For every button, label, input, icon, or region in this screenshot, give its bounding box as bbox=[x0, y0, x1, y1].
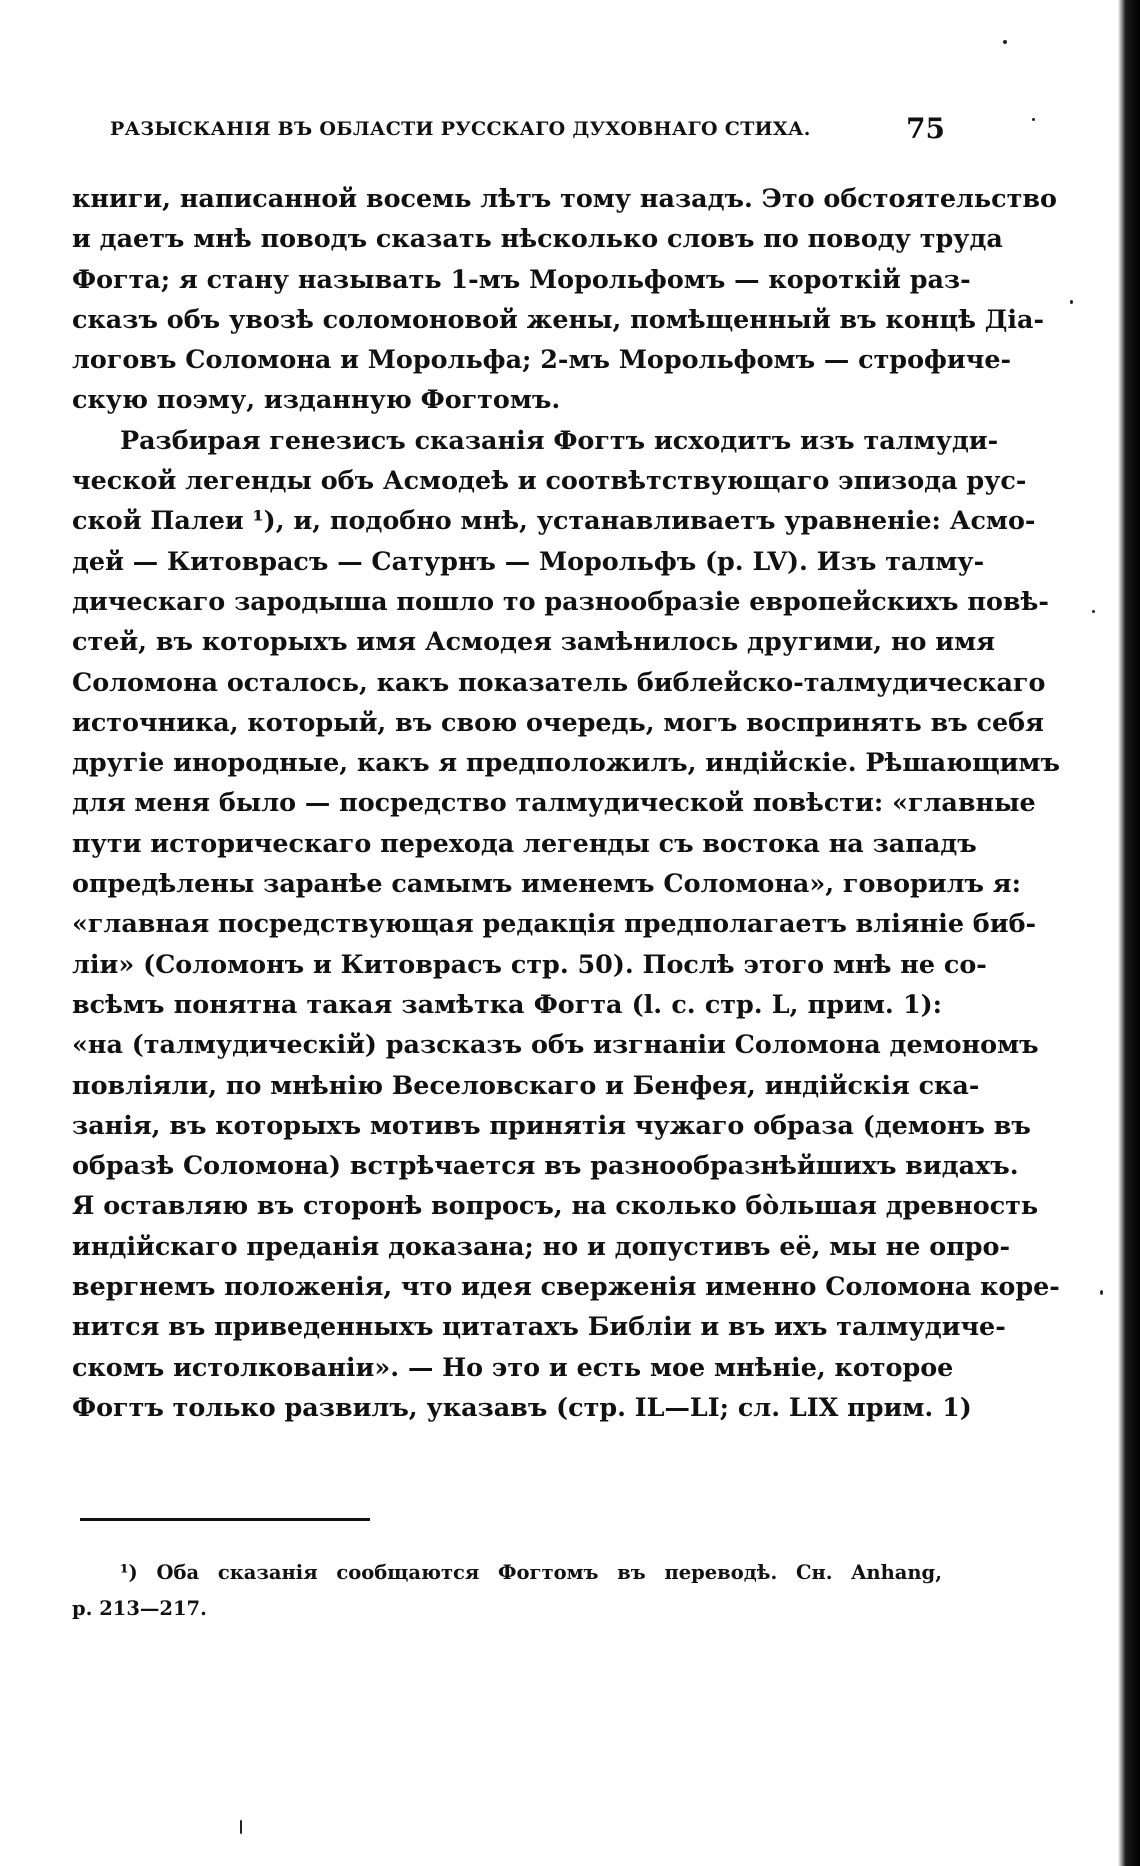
text-line: книги, написанной восемь лѣтъ тому назадъ. Это обстоятельство bbox=[72, 183, 1057, 213]
text-line: для меня было — посредство талмудической повѣсти: «главные bbox=[72, 787, 1036, 818]
text-line: образѣ Соломона) встрѣчается въ разнообразнѣйшихъ видахъ. bbox=[72, 1150, 1019, 1181]
text-line: занія, въ которыхъ мотивъ принятія чужаго образа (демонъ въ bbox=[72, 1109, 1031, 1140]
text-line: вергнемъ положенія, что идея сверженія именно Соломона коре- bbox=[72, 1271, 1060, 1302]
scan-speck bbox=[1100, 1290, 1103, 1295]
text-line: скомъ истолкованіи». — Но это и есть мое мнѣніе, которое bbox=[72, 1351, 954, 1382]
text-line: источника, который, въ свою очередь, могъ воспринять въ себя bbox=[72, 706, 1044, 737]
footnote-line: ¹) Оба сказанія сообщаются Фогтомъ въ переводѣ. Сн. Anhang, bbox=[120, 1561, 942, 1584]
text-line: пути историческаго перехода легенды съ востока на западъ bbox=[72, 827, 977, 858]
scan-speck bbox=[1092, 610, 1095, 613]
text-line: индійскаго преданія доказана; но и допустивъ её, мы не опро- bbox=[72, 1230, 1011, 1261]
scan-speck bbox=[1003, 40, 1007, 44]
text-line: Соломона осталось, какъ показатель библейско-талмудическаго bbox=[72, 666, 1046, 697]
scan-edge-artifact bbox=[1118, 0, 1140, 1866]
text-line: скую поэму, изданную Фогтомъ. bbox=[72, 384, 561, 415]
text-line: опредѣлены заранѣе самымъ именемъ Соломона», говорилъ я: bbox=[72, 868, 1021, 899]
text-line: Разбирая генезисъ сказанія Фогтъ исходитъ изъ талмуди- bbox=[120, 424, 999, 455]
text-line: Я оставляю въ сторонѣ вопросъ, на сколько бо̀льшая древность bbox=[72, 1190, 1039, 1221]
main-text bbox=[72, 178, 1060, 1427]
text-line: сказъ объ увозѣ соломоновой жены, помѣщенный въ концѣ Діа- bbox=[72, 303, 1045, 334]
scan-speck bbox=[1070, 300, 1073, 304]
footnote-divider bbox=[80, 1518, 370, 1521]
text-line: Фогтъ только развилъ, указавъ (стр. IL—LI; сл. LIX прим. 1) bbox=[72, 1391, 972, 1422]
text-line: «на (талмудическій) разсказъ объ изгнаніи Соломона демономъ bbox=[72, 1029, 1039, 1060]
scan-speck bbox=[240, 1820, 242, 1834]
text-line: повліяли, по мнѣнію Веселовскаго и Бенфея, индійскія ска- bbox=[72, 1069, 980, 1100]
text-line: ческой легенды объ Асмодеѣ и соотвѣтствующаго эпизода рус- bbox=[72, 465, 1027, 496]
scan-speck bbox=[1032, 118, 1035, 121]
text-line: дическаго зародыша пошло то разнообразіе европейскихъ повѣ- bbox=[72, 585, 1049, 616]
text-line: другіе инородные, какъ я предположилъ, индійскіе. Рѣшающимъ bbox=[72, 747, 1060, 778]
text-line: «главная посредствующая редакція предполагаетъ вліяніе биб- bbox=[72, 908, 1037, 939]
page-header bbox=[110, 112, 945, 152]
text-line: логовъ Соломона и Морольфа; 2-мъ Морольфомъ — строфиче- bbox=[72, 344, 1012, 375]
text-line: нится въ приведенныхъ цитатахъ Библіи и въ ихъ талмудиче- bbox=[72, 1311, 1006, 1342]
text-line: и даетъ мнѣ поводъ сказать нѣсколько словъ по поводу труда bbox=[72, 223, 1003, 254]
text-line: ліи» (Соломонъ и Китоврасъ стр. 50). Послѣ этого мнѣ не со- bbox=[72, 948, 987, 979]
text-line: всѣмъ понятна такая замѣтка Фогта (l. c. стр. L, прим. 1): bbox=[72, 988, 942, 1019]
footnote bbox=[72, 1555, 942, 1627]
text-line: дей — Китоврасъ — Сатурнъ — Морольфъ (p. LV). Изъ талму- bbox=[72, 545, 985, 576]
footnote-line: p. 213—217. bbox=[72, 1597, 207, 1620]
running-title: РАЗЫСКАНІЯ ВЪ ОБЛАСТИ РУССКАГО ДУХОВНАГО СТИХА. bbox=[110, 118, 811, 140]
page-number: 75 bbox=[906, 112, 945, 145]
text-line: ской Палеи ¹), и, подобно мнѣ, устанавливаетъ уравненіе: Асмо- bbox=[72, 505, 1036, 536]
text-line: Фогта; я стану называть 1-мъ Морольфомъ — короткій раз- bbox=[72, 263, 971, 294]
text-line: стей, въ которыхъ имя Асмодея замѣнилось другими, но имя bbox=[72, 626, 995, 657]
